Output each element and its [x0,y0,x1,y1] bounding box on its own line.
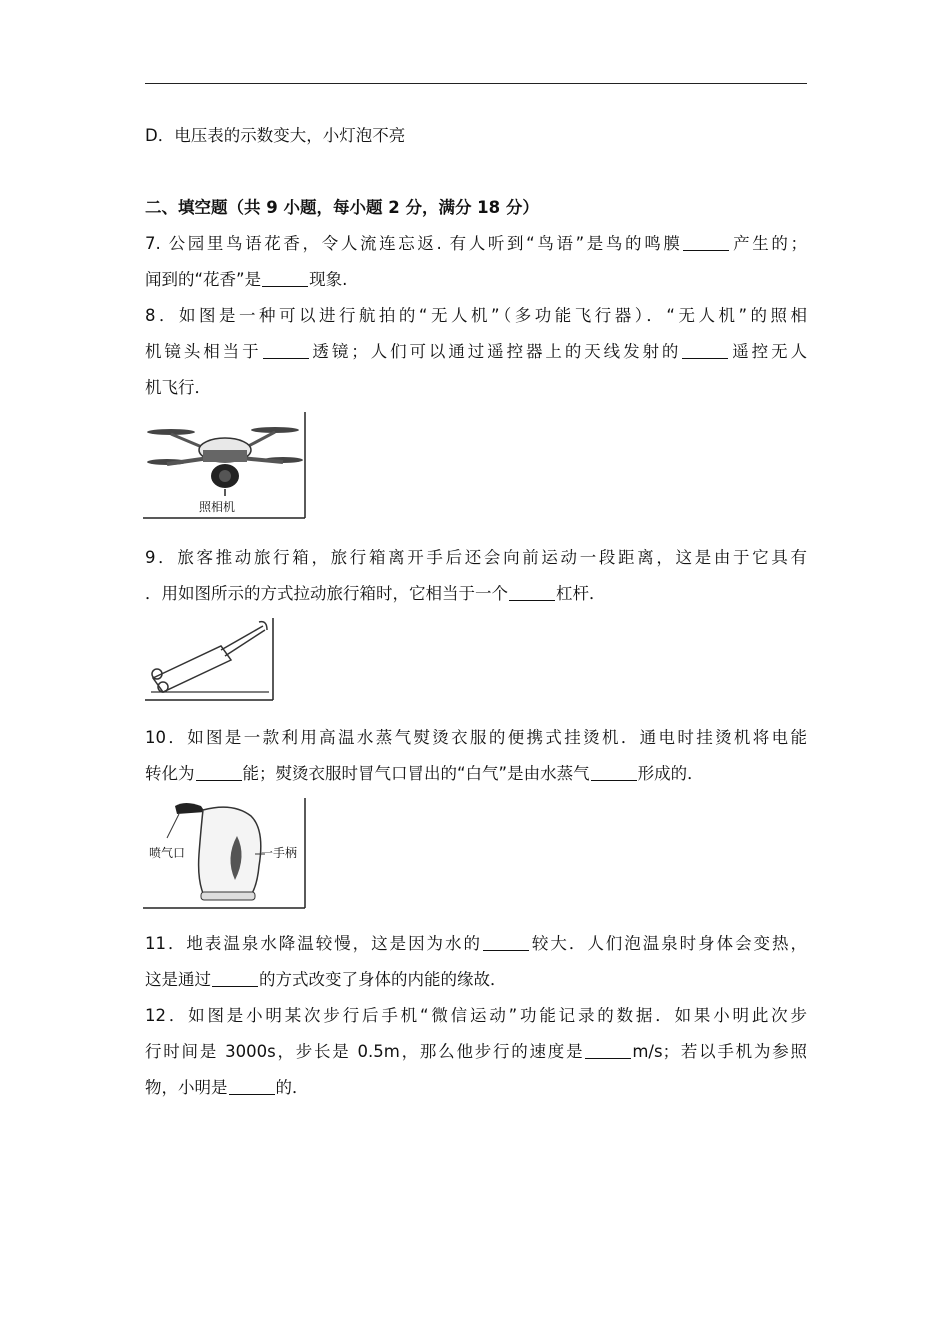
answer-blank[interactable] [585,1040,631,1059]
answer-blank[interactable] [262,268,308,287]
answer-blank[interactable] [229,1076,275,1095]
answer-blank[interactable] [212,968,258,987]
answer-blank[interactable] [483,932,529,951]
q11-line-2: 这是通过 的方式改变了身体的内能的缘故． [145,970,507,989]
q9-line-1: 9．旅客推动旅行箱，旅行箱离开手后还会向前运动一段距离，这是由于它具有 [145,548,807,567]
nozzle-label: 喷气口 [149,846,186,860]
q12-line-3: 物，小明是 的． [145,1078,309,1097]
question-8 [145,298,807,406]
suitcase-figure [143,616,275,702]
handle-label: 一手柄 [261,846,298,860]
suitcase-illustration [143,616,275,702]
drone-figure [143,410,307,520]
answer-blank[interactable] [682,340,728,359]
question-12 [145,998,807,1106]
q7-line-1: 7. 公园里鸟语花香，令人流连忘返. 有人听到“鸟语”是鸟的鸣膜 产生的； [145,234,808,253]
option-d: D．电压表的示数变大，小灯泡不亮 [145,126,406,145]
question-10 [145,720,807,792]
q9-line-2: ．用如图所示的方式拉动旅行箱时，它相当于一个 杠杆． [145,584,606,603]
q7-line-2: 闻到的“花香”是 现象. [145,270,348,289]
section-title: 二、填空题（共 9 小题，每小题 2 分，满分 18 分） [145,198,539,217]
q11-line-1: 11．地表温泉水降温较慢，这是因为水的 较大．人们泡温泉时身体会变热， [145,934,807,953]
q10-line-2: 转化为 能；熨烫衣服时冒气口冒出的“白气”是由水蒸气 形成的． [145,764,704,783]
q8-line-2: 机镜头相当于 透镜；人们可以通过遥控器上的天线发射的 遥控无人 [145,342,808,361]
question-7 [145,226,807,298]
q8-line-1: 8．如图是一种可以进行航拍的“无人机”（多功能飞行器）．“无人机”的照相 [145,306,807,325]
q12-line-2: 行时间是 3000s，步长是 0.5m，那么他步行的速度是 m/s；若以手机为参照 [145,1042,807,1061]
camera-label: 照相机 [199,500,236,514]
q8-line-3: 机飞行． [145,378,211,397]
answer-blank[interactable] [683,232,729,251]
answer-blank[interactable] [263,340,309,359]
answer-blank[interactable] [196,762,242,781]
answer-blank[interactable] [591,762,637,781]
answer-blank[interactable] [509,582,555,601]
question-9 [145,540,807,612]
question-11 [145,926,807,998]
header-rule [145,83,807,84]
steamer-figure [143,796,307,910]
q12-line-1: 12．如图是小明某次步行后手机“微信运动”功能记录的数据．如果小明此次步 [145,1006,807,1025]
q10-line-1: 10．如图是一款利用高温水蒸气熨烫衣服的便携式挂烫机．通电时挂烫机将电能 [145,728,807,747]
